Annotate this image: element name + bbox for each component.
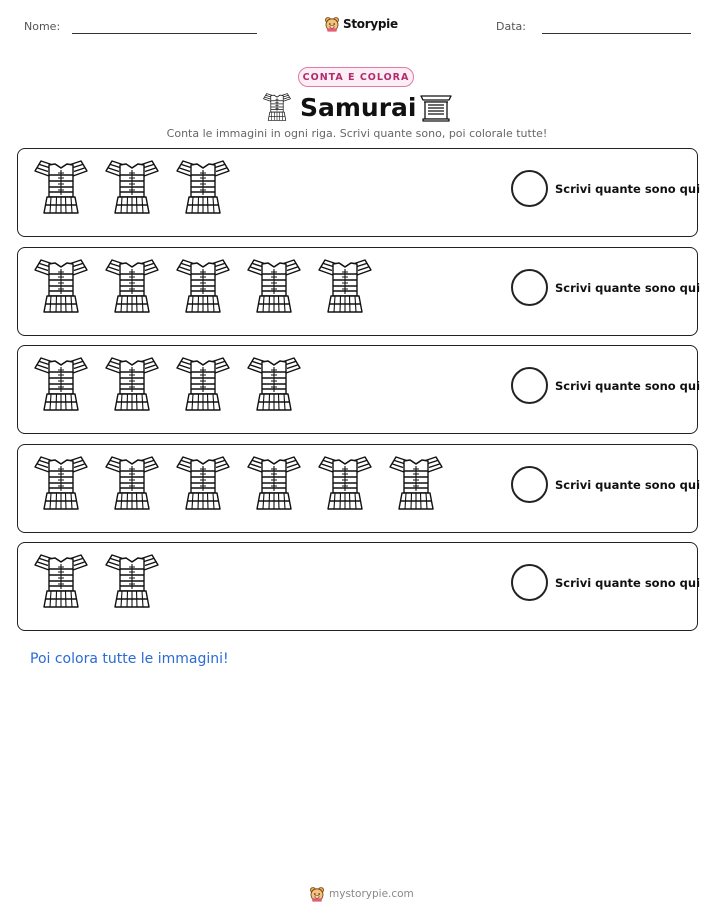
armor-items: [32, 354, 303, 414]
title-block: [0, 91, 714, 125]
name-line[interactable]: [72, 33, 257, 34]
bear-mascot-icon: [309, 885, 325, 903]
page-footer: [0, 885, 714, 905]
activity-badge: CONTA E COLORA: [298, 67, 414, 87]
answer-prompt: Scrivi quante sono qui: [555, 280, 701, 295]
samurai-armor-icon: [262, 91, 292, 123]
answer-circle[interactable]: [511, 564, 548, 601]
brand-name: Storypie: [343, 17, 398, 31]
answer-circle[interactable]: [511, 466, 548, 503]
samurai-armor-icon: [103, 157, 161, 217]
name-label: Nome:: [24, 20, 61, 33]
armor-items: [32, 551, 161, 611]
samurai-armor-icon: [387, 453, 445, 513]
answer-circle[interactable]: [511, 269, 548, 306]
armor-items: [32, 256, 374, 316]
footer-site[interactable]: mystorypie.com: [329, 888, 414, 900]
date-line[interactable]: [542, 33, 691, 34]
samurai-armor-icon: [245, 256, 303, 316]
samurai-armor-icon: [316, 256, 374, 316]
answer-prompt: Scrivi quante sono qui: [555, 576, 701, 590]
counting-row: [17, 345, 701, 434]
answer-circle[interactable]: [511, 367, 548, 404]
worksheet-header: [0, 14, 714, 40]
answer-prompt: Scrivi quante sono qui: [555, 182, 701, 196]
samurai-armor-icon: [103, 551, 161, 611]
counting-rows: [17, 148, 701, 641]
samurai-armor-icon: [32, 453, 90, 513]
page-title: Samurai: [300, 93, 417, 122]
samurai-armor-icon: [32, 256, 90, 316]
shrine-gate-icon: [420, 92, 452, 122]
counting-row: [17, 247, 701, 336]
samurai-armor-icon: [32, 551, 90, 611]
answer-prompt: Scrivi quante sono qui: [555, 477, 701, 492]
date-label: Data:: [496, 20, 526, 33]
samurai-armor-icon: [174, 157, 232, 217]
samurai-armor-icon: [103, 256, 161, 316]
instructions: Conta le immagini in ogni riga. Scrivi quante sono, poi colorale tutte!: [166, 127, 548, 140]
samurai-armor-icon: [32, 157, 90, 217]
armor-items: [32, 453, 445, 513]
samurai-armor-icon: [174, 453, 232, 513]
samurai-armor-icon: [316, 453, 374, 513]
answer-prompt: Scrivi quante sono qui: [555, 379, 701, 393]
footer-brand: [309, 885, 414, 903]
samurai-armor-icon: [103, 354, 161, 414]
samurai-armor-icon: [245, 453, 303, 513]
counting-row: [17, 542, 701, 631]
closing-note: Poi colora tutte le immagini!: [30, 651, 229, 667]
armor-items: [32, 157, 232, 217]
samurai-armor-icon: [245, 354, 303, 414]
samurai-armor-icon: [174, 354, 232, 414]
answer-circle[interactable]: [511, 170, 548, 207]
samurai-armor-icon: [174, 256, 232, 316]
samurai-armor-icon: [32, 354, 90, 414]
counting-row: [17, 148, 701, 237]
bear-mascot-icon: [324, 15, 340, 33]
counting-row: [17, 444, 701, 533]
brand-logo: [324, 14, 398, 34]
samurai-armor-icon: [103, 453, 161, 513]
